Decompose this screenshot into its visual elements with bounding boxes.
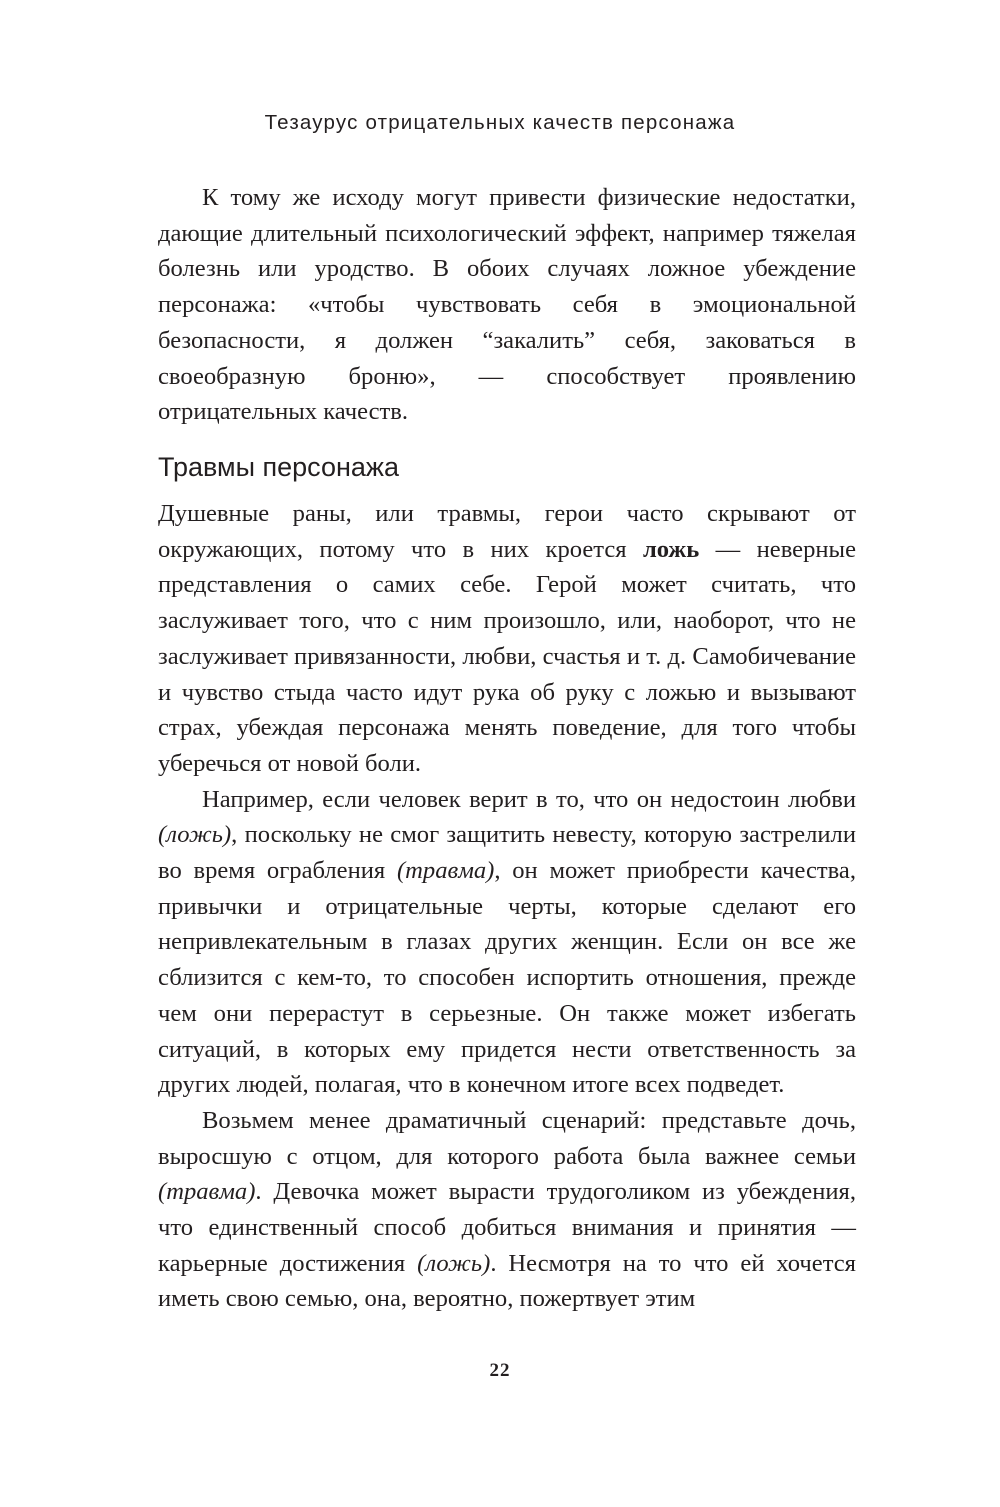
italic-note-trauma: (травма) [396,857,495,885]
paragraph-1-text-a: Душевные раны, или травмы, герои часто скрывают от окружающих, потому что в них кроется [158,500,856,563]
page-number: 22 [489,1360,511,1381]
intro-section [158,180,856,430]
paragraph-2-text-b: , поскольку не смог защитить невесту, которую застрелили во время ограбления [158,821,856,885]
paragraph-2-text-c: , он может приобрести качества, привычки и отрицательные черты, которые сделают его непривлекательным в глазах других женщин. Если он все же сблизится с кем-то, то способен испортить отношения, прежде чем они перерастут в серьезные. Он также может избегать ситуаций, в которых ему придется нести ответственность за других людей, полагая, что в конечном итоге всех подведет. [158,857,856,1099]
paragraph-3-text-b: . Девочка может вырасти трудоголиком из убеждения, что единственный способ добиться внимания и принятия — карьерные достижения [158,1178,856,1277]
italic-note-lie: (ложь) [417,1249,491,1277]
section-heading: Травмы персонажа [158,452,399,482]
paragraph-1 [158,496,856,782]
paragraph-3-text-c: . Несмотря на то что ей хочется иметь свою семью, она, вероятно, пожертвует этим [158,1249,856,1313]
paragraph-1-text-b: — неверные представления о самих себе. Герой может считать, что заслуживает того, что с ним произошло, или, наоборот, что не заслуживает привязанности, любви, счастья и т. д. Самобичевание и чувство стыда часто идут рука об руку с ложью и вызывают страх, убеждая персонажа менять поведение, для того чтобы уберечься от новой боли. [158,535,856,777]
intro-paragraph: К тому же исходу могут привести физические недостатки, дающие длительный психологический эффект, например тяжелая болезнь или уродство. В обоих случаях ложное убеждение персонажа: «чтобы чувствовать себя в эмоциональной безопасности, я должен “закалить” себя, заковаться в своеобразную броню», — способствует проявлению отрицательных качеств. [158,184,856,426]
italic-note-trauma: (травма) [158,1178,256,1206]
paragraph-3-text-a: Возьмем менее драматичный сценарий: представьте дочь, выросшую с отцом, для которого работа была важнее семьи [158,1106,856,1170]
section-body [158,496,856,1317]
paragraph-3 [158,1103,856,1317]
paragraph-2-text-a: Например, если человек верит в то, что он недостоин любви [202,785,856,813]
bold-term-lie: ложь [642,535,700,563]
running-header: Тезаурус отрицательных качеств персонажа [264,111,736,134]
italic-note-lie: (ложь) [158,821,232,849]
paragraph-2 [158,782,856,1103]
